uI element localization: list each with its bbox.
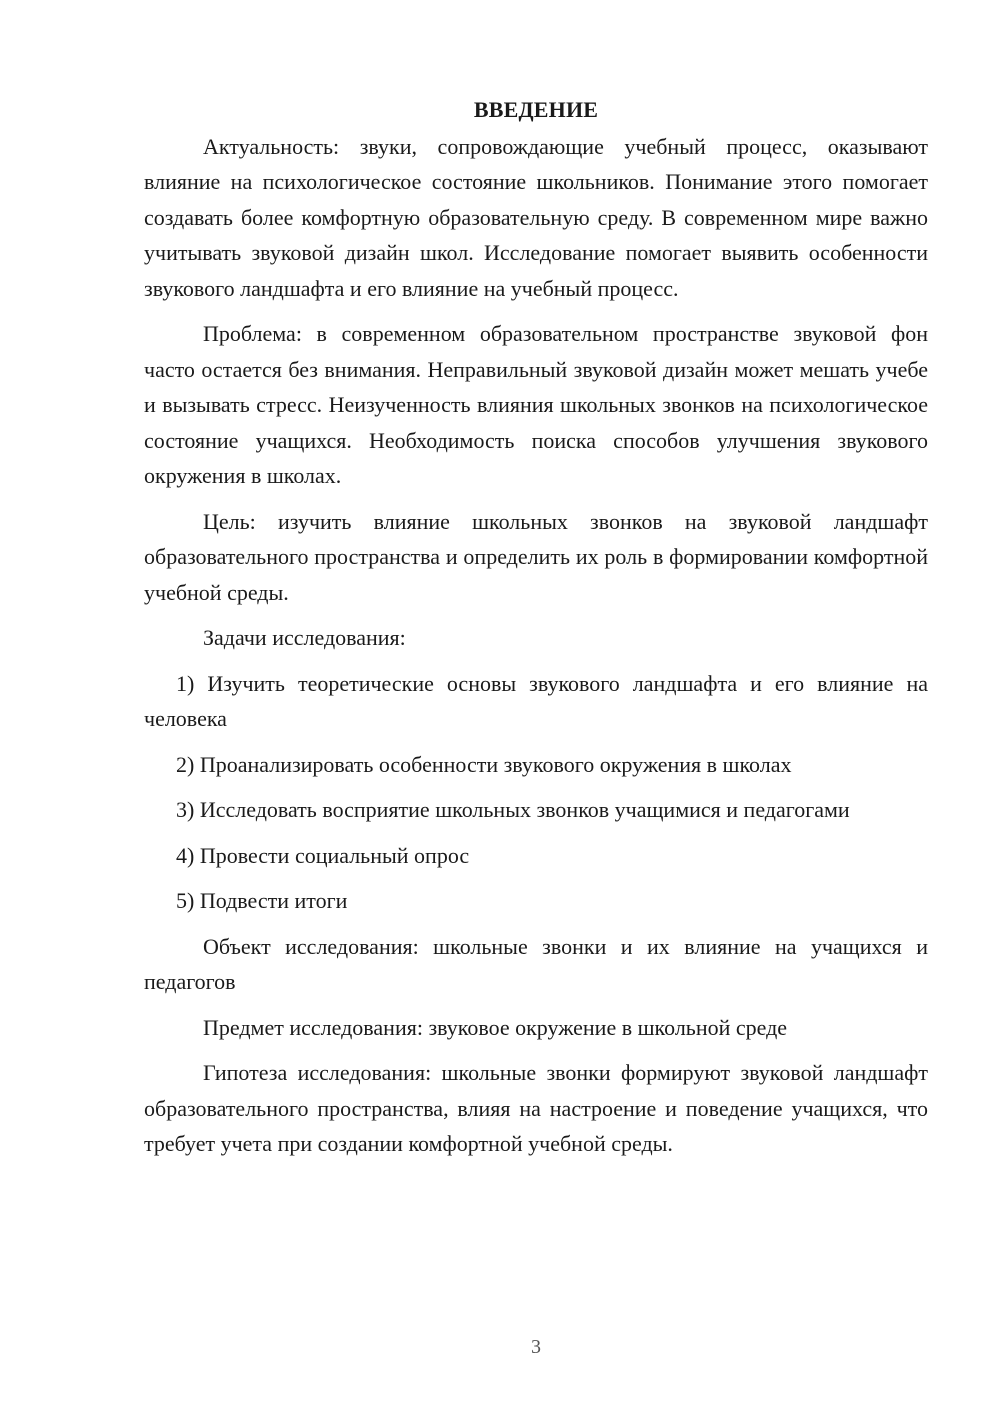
paragraph-goal: Цель: изучить влияние школьных звонков на звуковой ландшафт образовательного пространства и определить их роль в формировании комфортной учебной среды. [144, 508, 928, 605]
task-item-2: 2) Проанализировать особенности звукового окружения в школах [176, 751, 792, 777]
paragraph-relevance: Актуальность: звуки, сопровождающие учебный процесс, оказывают влияние на психологическое состояние школьников. Понимание этого помогает создавать более комфортную образовательную среду. В современном мире важно учитывать звуковой дизайн школ. Исследование помогает выявить особенности звукового ландшафта и его влияние на учебный процесс. [144, 133, 928, 301]
paragraph-hypothesis: Гипотеза исследования: школьные звонки формируют звуковой ландшафт образовательного пространства, влияя на настроение и поведение учащихся, что требует учета при создании комфортной учебной среды. [144, 1060, 928, 1156]
task-item-3: 3) Исследовать восприятие школьных звонков учащимися и педагогами [176, 797, 850, 822]
task-item-4: 4) Провести социальный опрос [176, 842, 470, 868]
tasks-heading: Задачи исследования: [203, 625, 406, 650]
task-item-1: 1) Изучить теоретические основы звукового ландшафта и его влияние на человека [144, 670, 928, 731]
paragraph-subject: Предмет исследования: звуковое окружение в школьной среде [203, 1014, 788, 1040]
section-title: ВВЕДЕНИЕ [473, 97, 599, 122]
page-number: 3 [531, 1336, 541, 1358]
paragraph-object: Объект исследования: школьные звонки и их влияние на учащихся и педагогов [144, 933, 928, 994]
page-content [144, 92, 928, 1172]
task-item-5: 5) Подвести итоги [176, 888, 348, 913]
paragraph-problem: Проблема: в современном образовательном пространстве звуковой фон часто остается без внимания. Неправильный звуковой дизайн может мешать учебе и вызывать стресс. Неизученность влияния школьных звонков на психологическое состояние учащихся. Необходимость поиска способов улучшения звукового окружения в школах. [144, 321, 928, 488]
